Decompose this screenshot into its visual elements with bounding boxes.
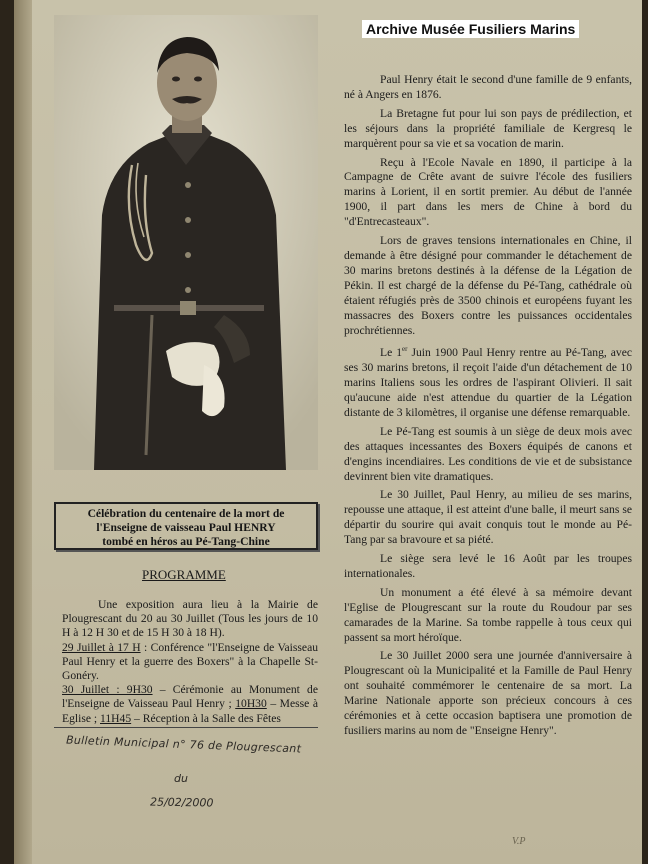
- programme-intro: Une exposition aura lieu à la Mairie de Plougrescant du 20 au 30 Juillet (Tous les jours de 10 H à 12 H 30 et de 15 H 30 à 18 H).: [62, 598, 318, 640]
- p5-start: Le 1: [380, 346, 403, 360]
- event-3-text: – Messe à Eglise ;: [62, 697, 318, 725]
- event-3-time: 10H30: [235, 697, 267, 711]
- article-paragraph-10: Le 30 Juillet 2000 sera une journée d'anniversaire à Plougrescant où la Municipalité et la Famille de Paul Henry ont souhaité commémorer le centenaire de sa mort. La Marine Nationale apporte son précieux concours à ces cérémonies et à cette occasion baptisera une promotion de fusiliers marins au nom de "Enseigne Henry".: [344, 649, 632, 738]
- caption-line-1: Célébration du centenaire de la mort de: [87, 507, 285, 520]
- divider-line: [54, 727, 318, 728]
- p5-rest: Juin 1900 Paul Henry rentre au Pé-Tang, avec ses 30 marins bretons, il reçoit l'aide d'un détachement de 10 marins Italiens sous les ordres de l'aspirant Olivieri. Il sait qu'aucune aide n'est attendue du quartier de la Légation distante de 3 kilomètres, il organise une défense remarquable.: [344, 346, 632, 419]
- binding-edge: [14, 0, 32, 864]
- event-4-time: 11H45: [100, 711, 132, 725]
- handwritten-du: du: [174, 772, 188, 785]
- article-paragraph-8: Le siège sera levé le 16 Août par les troupes internationales.: [344, 552, 632, 580]
- article-paragraph-9: Un monument a été élevé à sa mémoire devant l'Eglise de Plougrescant sur la route du Roudour par ses camarades de la Marine. Sa tombe rappelle à tous ceux qui passent sa mort héroïque.: [344, 585, 632, 644]
- commemoration-caption: [54, 502, 318, 550]
- programme-body: [62, 598, 318, 726]
- event-4-text: – Réception à la Salle des Fêtes: [131, 711, 281, 725]
- archive-label: Archive Musée Fusiliers Marins: [362, 20, 579, 38]
- event-2-text: – Cérémonie au Monument de l'Enseigne de Vaisseau Paul Henry ;: [62, 683, 318, 711]
- event-2-date: 30 Juillet : 9H30: [62, 683, 153, 697]
- article-paragraph-5: [344, 342, 632, 420]
- event-1-date: 29 Juillet à 17 H: [62, 640, 141, 654]
- article-paragraph-1: Paul Henry était le second d'une famille de 9 enfants, né à Angers en 1876.: [344, 73, 632, 101]
- article-paragraph-7: Le 30 Juillet, Paul Henry, au milieu de ses marins, repousse une attaque, il est atteint d'une balle, il meurt sans se départir du sourire qui avait conquis tout le monde au Pé-Tang par sa bravoure et sa piété.: [344, 488, 632, 547]
- officer-portrait-illustration: [54, 15, 318, 470]
- event-1-text: : Conférence "l'Enseigne de Vaisseau Paul Henry et la guerre des Boxers" à la Chapelle St-Gonéry.: [62, 640, 319, 683]
- article-paragraph-4: Lors de graves tensions internationales en Chine, il demande à être désigné pour commander le détachement de 30 marins bretons destinés à la défense de la Légation de Pékin. Il est chargé de la défense du Pé-Tang, cathédrale où étaient réfugiés près de 3500 chinois et européens fuyant les massacres des Boxers contre les puissances occidentales prochrétiennes.: [344, 234, 632, 337]
- article-paragraph-3: Reçu à l'Ecole Navale en 1890, il participe à la Campagne de Crête avant de suivre l'école des fusiliers marins à Lorient, il en sortit premier. Au début de l'année 1900, il part dans les mers de Chine à bord du "d'Entrecasteaux".: [344, 155, 632, 229]
- programme-event-2: [62, 683, 318, 726]
- page-mark: V.P: [512, 836, 526, 847]
- caption-line-3: tombé en héros au Pé-Tang-Chine: [102, 535, 270, 548]
- programme-event-1: [62, 641, 318, 684]
- caption-line-2: l'Enseigne de vaisseau Paul HENRY: [96, 521, 276, 534]
- portrait-photo: [54, 15, 318, 470]
- article-paragraph-6: Le Pé-Tang est soumis à un siège de deux mois avec des attaques incessantes des Boxers équipés de canons et d'engins incendiaires. Les conditions de vie et de subsistance devinrent bien vite dramatiques.: [344, 424, 632, 483]
- document-page: [14, 0, 642, 864]
- article-paragraph-2: La Bretagne fut pour lui son pays de prédilection, et les séjours dans la propriété familiale de Kergresq le marquèrent pour sa vie et sa vocation de marin.: [344, 106, 632, 150]
- p5-superscript: er: [402, 345, 408, 354]
- article-column: [344, 73, 632, 743]
- handwritten-source: Bulletin Municipal n° 76 de Plougrescant: [65, 733, 302, 756]
- handwritten-date: 25/02/2000: [149, 795, 214, 810]
- programme-title: PROGRAMME: [142, 567, 226, 582]
